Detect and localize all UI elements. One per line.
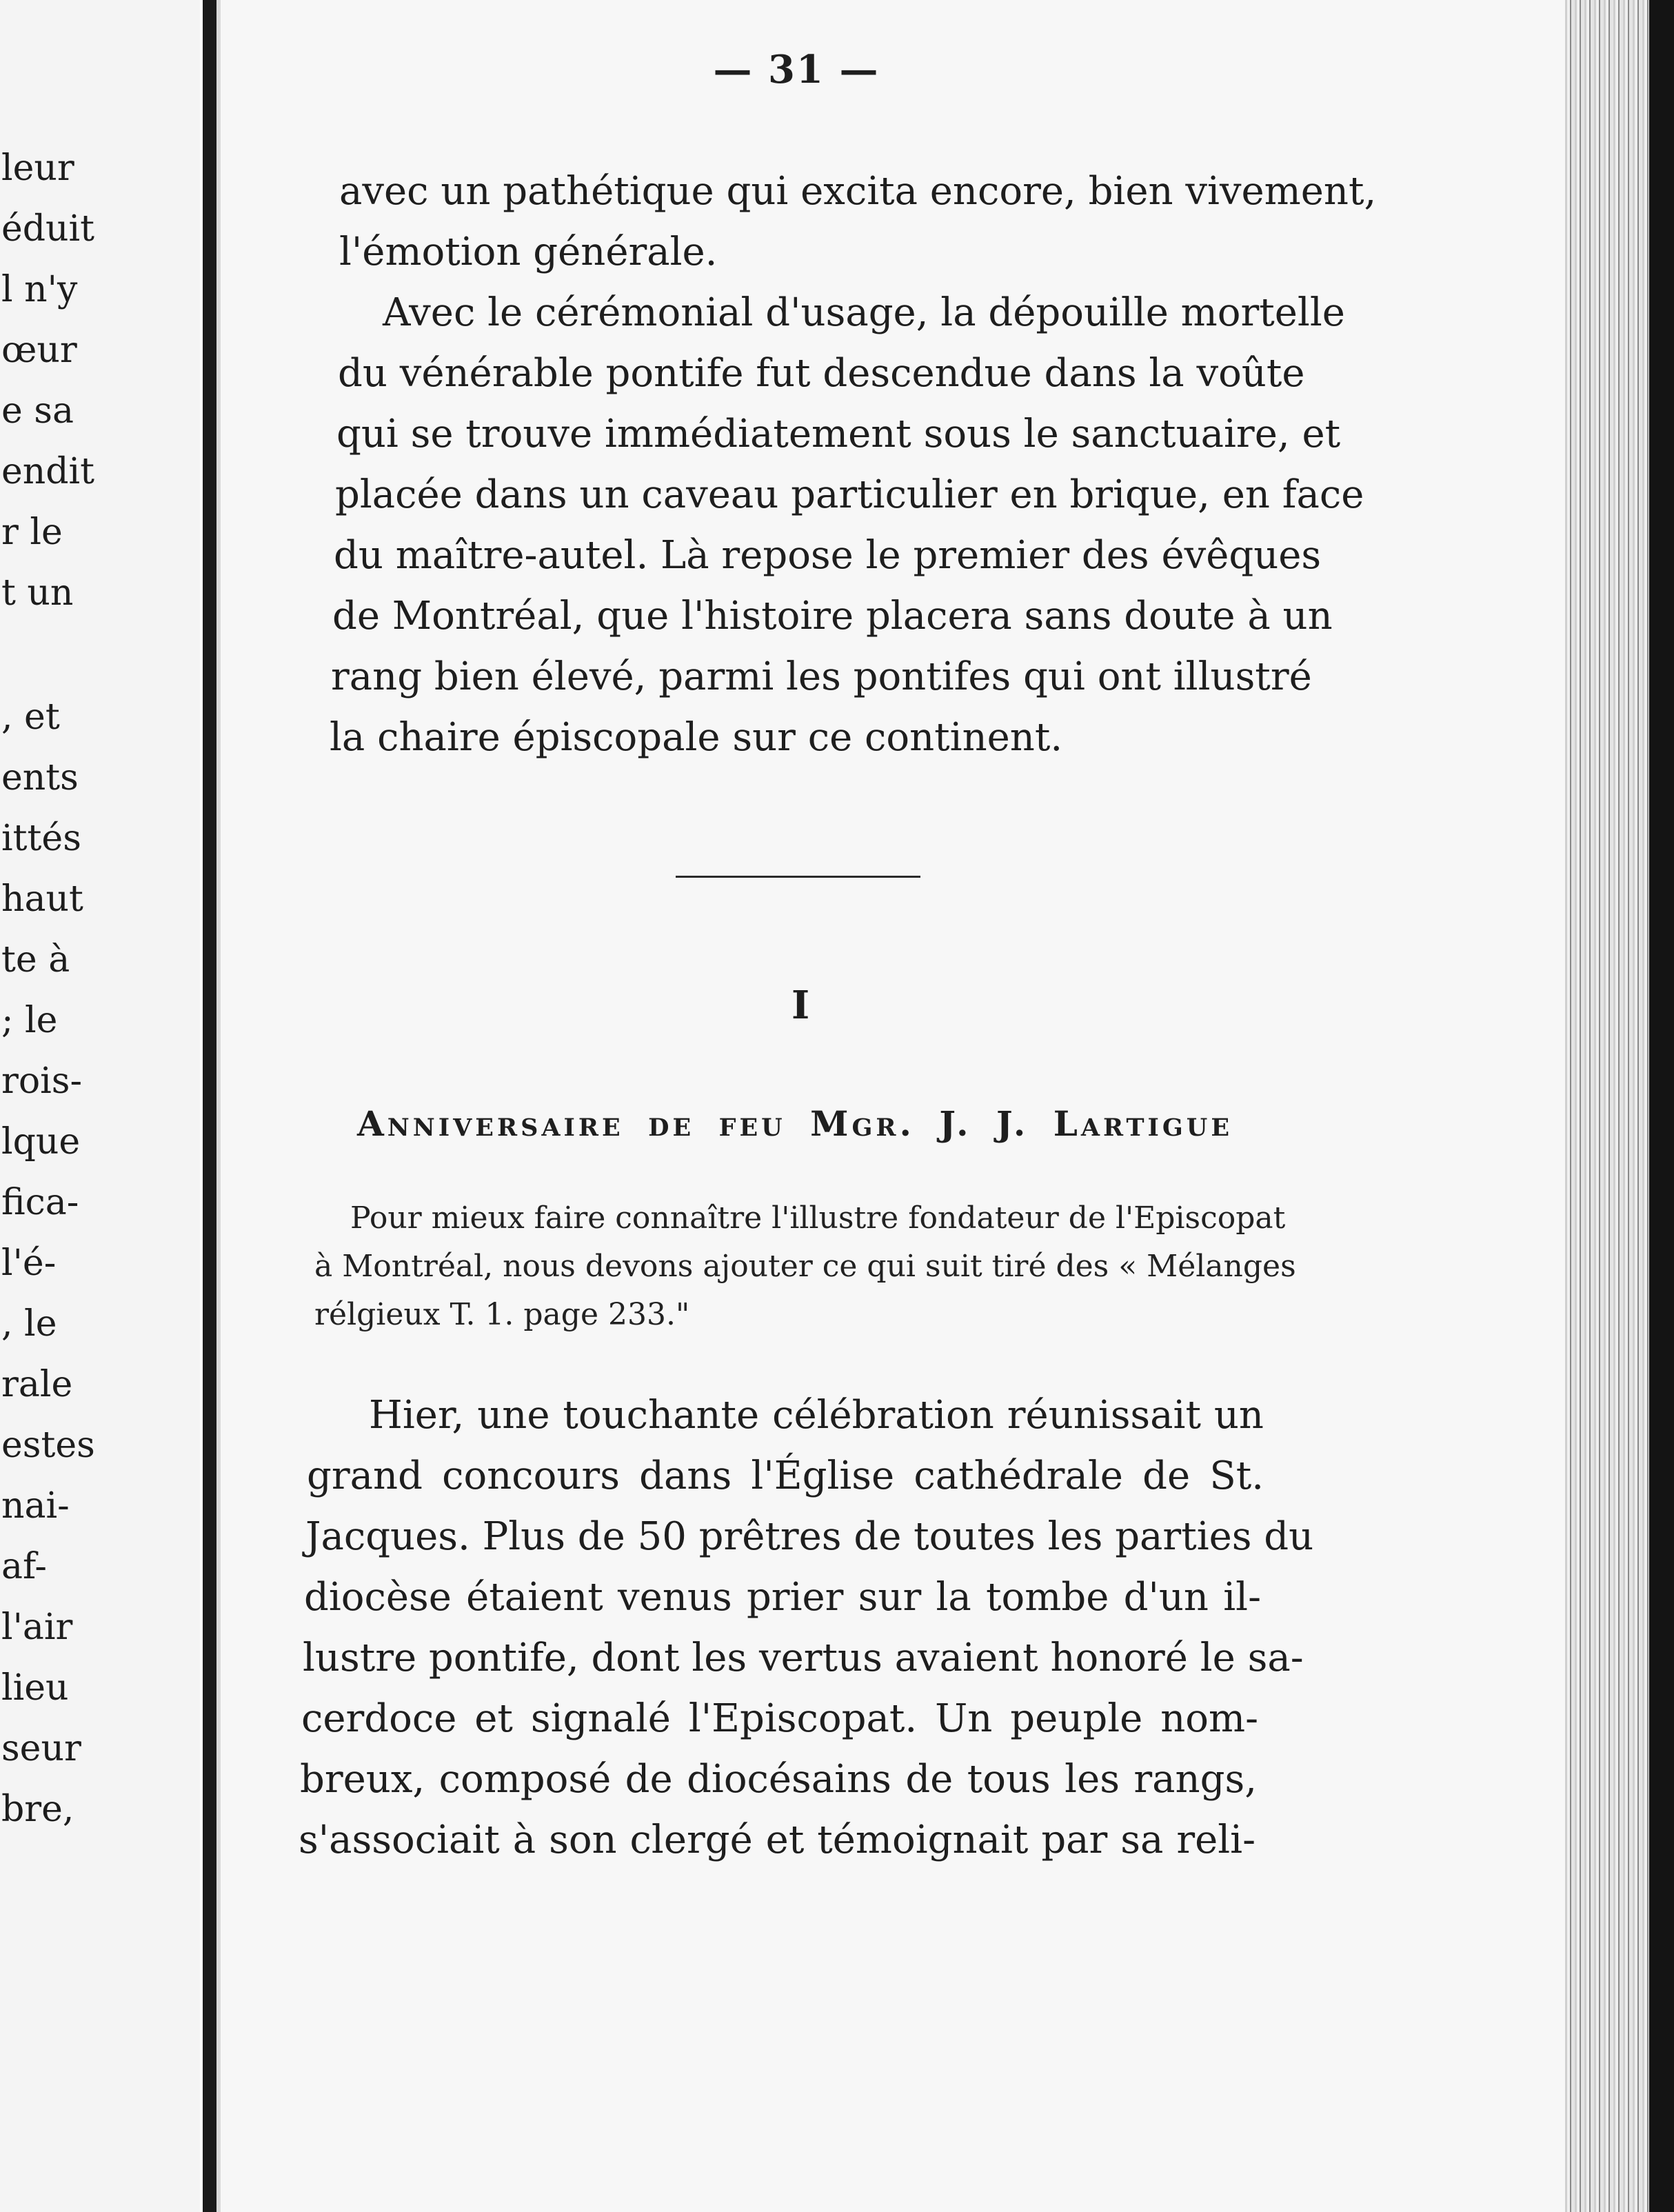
left-fragment: nai- bbox=[1, 1485, 70, 1527]
paragraph-2-line: qui se trouve immédiatement sous le sanctuaire, et bbox=[336, 412, 1341, 456]
left-fragment: haut bbox=[1, 878, 83, 920]
paragraph-3-line: s'associait à son clergé et témoignait par sa reli- bbox=[299, 1818, 1256, 1862]
paragraph-1-line: avec un pathétique qui excita encore, bien vivement, bbox=[339, 169, 1377, 214]
left-fragment: bre, bbox=[1, 1789, 74, 1830]
left-fragment: ; le bbox=[1, 1000, 58, 1041]
paragraph-2-line: rang bien élevé, parmi les pontifes qui ont illustré bbox=[331, 654, 1312, 699]
page-number: — 31 — bbox=[713, 47, 880, 92]
left-fragment: r le bbox=[1, 512, 63, 553]
left-fragment: l'air bbox=[1, 1607, 73, 1648]
left-fragment: ents bbox=[1, 757, 79, 798]
left-fragment: ittés bbox=[1, 818, 81, 859]
left-fragment: fica- bbox=[1, 1182, 79, 1223]
paragraph-3-line: cerdoce et signalé l'Episcopat. Un peuple nom- bbox=[301, 1696, 1258, 1741]
note-line: à Montréal, nous devons ajouter ce qui suit tiré des « Mélanges bbox=[314, 1249, 1296, 1284]
paragraph-3-line: Hier, une touchante célébration réunissait un bbox=[369, 1393, 1264, 1438]
left-fragment: seur bbox=[1, 1728, 81, 1769]
section-divider bbox=[676, 876, 920, 878]
left-fragment: l'é- bbox=[1, 1243, 57, 1284]
left-fragment: , le bbox=[1, 1303, 57, 1345]
paragraph-2-line: Avec le cérémonial d'usage, la dépouille mortelle bbox=[383, 290, 1345, 335]
paragraph-2-line: la chaire épiscopale sur ce continent. bbox=[330, 715, 1063, 760]
book-gutter bbox=[203, 0, 216, 2212]
left-fragment: leur bbox=[1, 148, 74, 189]
paragraph-2-line: de Montréal, que l'histoire placera sans doute à un bbox=[332, 594, 1333, 639]
book-cover-edge bbox=[1649, 0, 1674, 2212]
left-fragment: éduit bbox=[1, 208, 95, 250]
paragraph-3-line: diocèse étaient venus prier sur la tombe d'un il- bbox=[304, 1575, 1261, 1620]
paragraph-3-line: Jacques. Plus de 50 prêtres de toutes les parties du bbox=[305, 1514, 1314, 1559]
left-fragment: lque bbox=[1, 1121, 81, 1163]
paragraph-2-line: du vénérable pontife fut descendue dans la voûte bbox=[338, 351, 1305, 396]
left-fragment: lieu bbox=[1, 1667, 69, 1709]
left-fragment: rale bbox=[1, 1364, 73, 1405]
left-fragment: l n'y bbox=[1, 269, 78, 310]
section-number: I bbox=[791, 983, 810, 1028]
paragraph-1-line: l'émotion générale. bbox=[339, 230, 718, 274]
paragraph-3-line: lustre pontife, dont les vertus avaient honoré le sa- bbox=[303, 1636, 1304, 1680]
left-fragment: , et bbox=[1, 696, 60, 738]
paragraph-3-line: breux, composé de diocésains de tous les rangs, bbox=[300, 1757, 1257, 1802]
left-fragment: endit bbox=[1, 451, 95, 492]
left-fragment: e sa bbox=[1, 390, 74, 432]
paragraph-2-line: placée dans un caveau particulier en brique, en face bbox=[335, 472, 1364, 517]
left-fragment: rois- bbox=[1, 1060, 83, 1102]
note-line: rélgieux T. 1. page 233." bbox=[314, 1297, 690, 1332]
paragraph-2-line: du maître-autel. Là repose le premier des évêques bbox=[334, 533, 1322, 578]
note-line: Pour mieux faire connaître l'illustre fondateur de l'Episcopat bbox=[350, 1200, 1286, 1236]
left-fragment: af- bbox=[1, 1546, 47, 1587]
left-page bbox=[0, 0, 200, 2212]
left-fragment: estes bbox=[1, 1425, 95, 1466]
paragraph-3-line: grand concours dans l'Église cathédrale de St. bbox=[307, 1454, 1264, 1498]
left-fragment: te à bbox=[1, 939, 70, 981]
left-fragment: œur bbox=[1, 330, 77, 371]
left-fragment: t un bbox=[1, 572, 74, 614]
section-heading: Anniversaire de feu Mgr. J. J. Lartigue bbox=[357, 1103, 1233, 1144]
